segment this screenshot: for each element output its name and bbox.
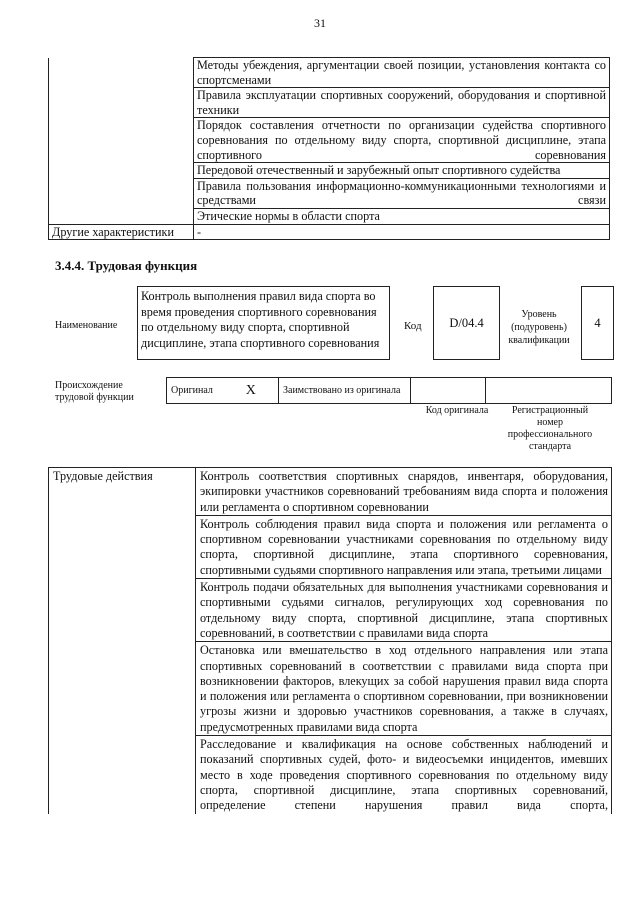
table-row bbox=[49, 642, 612, 736]
level-label: Уровень (подуровень) квалификации bbox=[508, 309, 570, 346]
table-cell: Этические нормы в области спорта bbox=[194, 208, 610, 224]
origin-table bbox=[166, 377, 612, 404]
original-code-caption: Код оригинала bbox=[425, 405, 489, 416]
other-characteristics-value: - bbox=[194, 224, 610, 240]
table-row bbox=[49, 515, 612, 578]
table-cell: Контроль соответствия спортивных снарядов, инвентаря, оборудования, экипировки участников соревнований требованиям вида спорта и положения или регламента о спортивном соревновании bbox=[196, 468, 612, 516]
table-row bbox=[49, 736, 612, 814]
table-cell: Методы убеждения, аргументации своей позиции, установления контакта со спортсменами bbox=[194, 58, 610, 88]
registration-number-cell bbox=[486, 378, 612, 404]
table-row bbox=[49, 224, 610, 240]
table-cell: Правила пользования информационно-коммуникационными технологиями и средствами связи bbox=[194, 178, 610, 208]
table-cell: Контроль соблюдения правил вида спорта и положения или регламента о спортивном соревновании участниками соревнования по отдельному виду спорта, спортивной дисциплине, этапа спортивного соревнования, спортивными судьями спортивного направления или этапа, третьими лицами bbox=[196, 515, 612, 578]
original-code-cell bbox=[411, 378, 486, 404]
table-row bbox=[49, 468, 612, 516]
table-cell: Расследование и квалификация на основе собственных наблюдений и показаний спортивных судей, фото- и видеосъемки инцидентов, имевших место в ходе проведения спортивного соревнования по отдельному виду спорта, спортивной дисциплине, этапа спортивных соревнований, определение степени нарушения правил вида спорта, bbox=[196, 736, 612, 814]
borrowed-label: Заимствовано из оригинала bbox=[279, 378, 411, 404]
code-label: Код bbox=[404, 320, 422, 332]
level-value: 4 bbox=[581, 286, 614, 360]
original-label: Оригинал bbox=[167, 378, 224, 404]
table-cell: Остановка или вмешательство в ход отдельного направления или этапа спортивных соревнований в соответствии с правилами вида спорта при возникновении факторов, влекущих за собой нарушения правил вида спорта и положения или регламента о спортивном соревновании, при возникновении угрозы жизни и здоровью участников соревнования, а также в случаях, предусмотренных правилами вида спорта bbox=[196, 642, 612, 736]
other-characteristics-label: Другие характеристики bbox=[49, 224, 194, 240]
origin-label: Происхождение трудовой функции bbox=[55, 380, 134, 403]
table-row bbox=[49, 118, 610, 163]
labor-actions-table bbox=[48, 467, 612, 814]
table-row bbox=[49, 579, 612, 642]
table-row bbox=[49, 163, 610, 179]
name-label: Наименование bbox=[55, 320, 118, 331]
section-heading: 3.4.4. Трудовая функция bbox=[55, 258, 198, 273]
table-row bbox=[49, 178, 610, 208]
labor-actions-label: Трудовые действия bbox=[49, 468, 196, 516]
table-row bbox=[49, 58, 610, 88]
table-row bbox=[49, 88, 610, 118]
table-row bbox=[49, 208, 610, 224]
page-number: 31 bbox=[314, 16, 326, 30]
registration-number-caption: Регистрационный номер профессионального стандарта bbox=[507, 405, 593, 452]
function-name: Контроль выполнения правил вида спорта во время проведения спортивного соревнования по отдельному виду спорта, спортивной дисциплине, этапа спортивного соревнования bbox=[137, 286, 390, 360]
table-cell: Передовой отечественный и зарубежный опыт спортивного судейства bbox=[194, 163, 610, 179]
table-cell: Контроль подачи обязательных для выполнения участниками соревнования и спортивными судьями сигналов, регулирующих ход соревнования по отдельному виду спорта, спортивной дисциплине, этапа спортивных соревнований, в соответствии с правилами вида спорта bbox=[196, 579, 612, 642]
table-cell: Правила эксплуатации спортивных сооружений, оборудования и спортивной техники bbox=[194, 88, 610, 118]
function-code: D/04.4 bbox=[433, 286, 500, 360]
knowledge-table bbox=[48, 57, 610, 240]
original-mark: X bbox=[224, 378, 279, 404]
table-cell: Порядок составления отчетности по организации судейства спортивного соревнования по отдельному виду спорта, спортивной дисциплине, этапа спортивного соревнования bbox=[194, 118, 610, 163]
